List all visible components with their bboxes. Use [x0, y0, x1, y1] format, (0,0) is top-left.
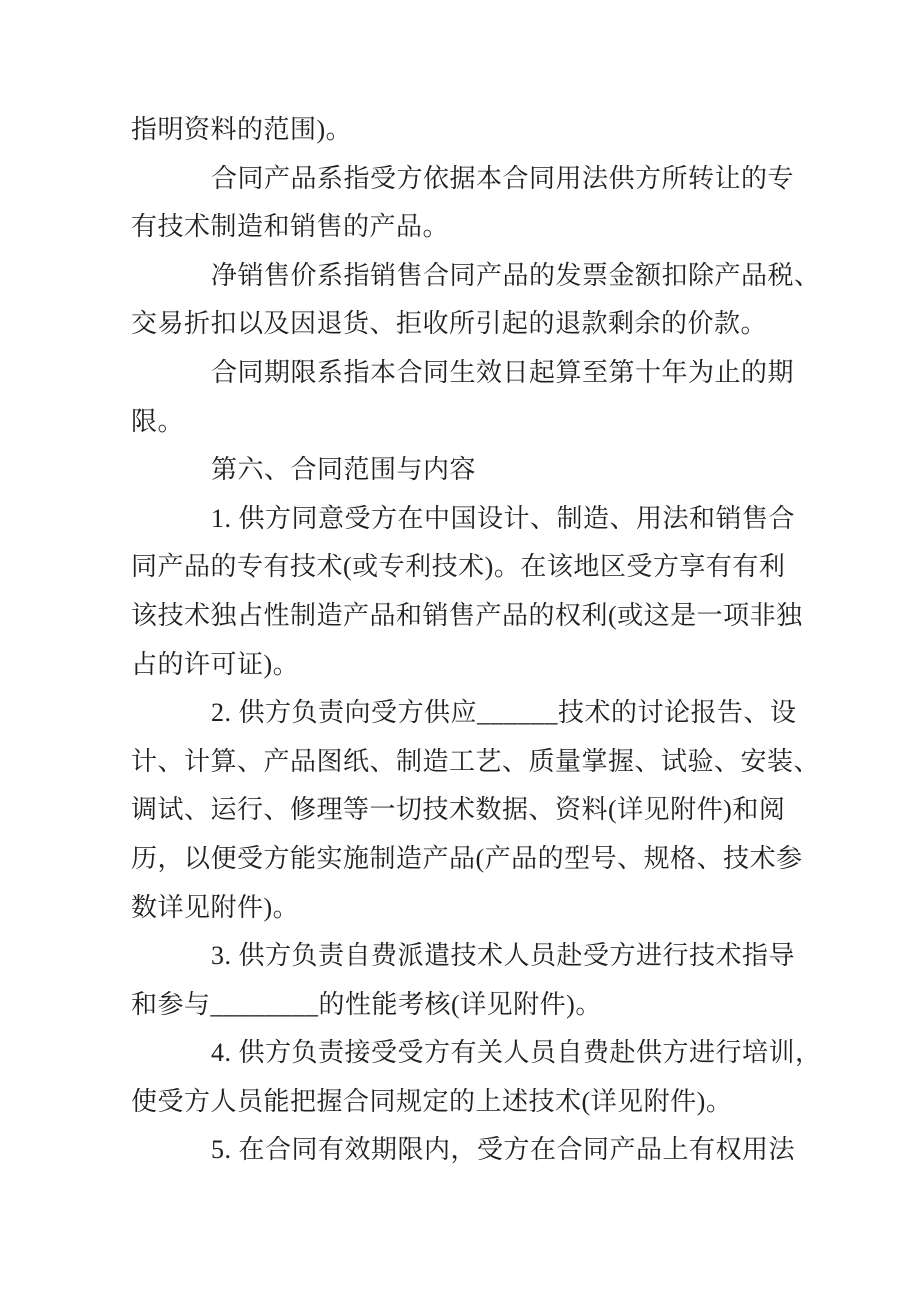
- text-line: 使受方人员能把握合同规定的上述技术(详见附件)。: [131, 1086, 733, 1116]
- text-line: 2. 供方负责向受方供应______技术的讨论报告、设: [211, 698, 797, 728]
- text-line: 有技术制造和销售的产品。: [131, 212, 450, 242]
- text-line: 和参与________的性能考核(详见附件)。: [131, 989, 602, 1019]
- text-line: 交易折扣以及因退货、拒收所引起的退款剩余的价款。: [131, 309, 768, 339]
- text-line: 限。: [131, 406, 185, 436]
- text-line: 调试、运行、修理等一切技术数据、资料(详见附件)和阅: [131, 795, 786, 825]
- text-line: 计、计算、产品图纸、制造工艺、质量掌握、试验、安装、: [131, 746, 821, 776]
- text-line: 1. 供方同意受方在中国设计、制造、用法和销售合: [211, 503, 796, 533]
- text-line: 3. 供方负责自费派遣技术人员赴受方进行技术指导: [211, 941, 796, 971]
- text-line: 5. 在合同有效期限内，受方在合同产品上有权用法: [211, 1135, 796, 1165]
- text-body: [131, 106, 831, 1175]
- text-line: 占的许可证)。: [131, 649, 300, 679]
- text-line: 合同产品系指受方依据本合同用法供方所转让的专: [211, 163, 795, 193]
- text-line: 第六、合同范围与内容: [211, 455, 477, 485]
- text-line: 同产品的专有技术(或专利技术)。在该地区受方享有有利: [131, 552, 786, 582]
- text-line: 净销售价系指销售合同产品的发票金额扣除产品税、: [211, 260, 821, 290]
- text-line: 该技术独占性制造产品和销售产品的权利(或这是一项非独: [131, 600, 803, 630]
- text-line: 数详见附件)。: [131, 892, 300, 922]
- text-line: 历，以便受方能实施制造产品(产品的型号、规格、技术参: [131, 843, 803, 873]
- text-line: 合同期限系指本合同生效日起算至第十年为止的期: [211, 357, 795, 387]
- text-line: 4. 供方负责接受受方有关人员自费赴供方进行培训，: [211, 1038, 822, 1068]
- text-line: 指明资料的范围)。: [131, 115, 353, 144]
